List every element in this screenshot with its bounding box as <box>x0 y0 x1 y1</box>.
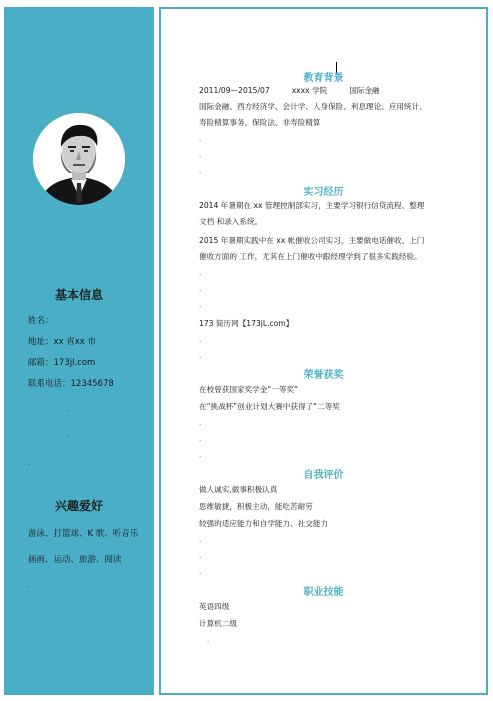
awards-title: 荣誉获奖 <box>303 370 344 381</box>
para-mark: . <box>199 301 202 309</box>
para-mark: . <box>199 336 202 344</box>
address-field: 地址：xx 省xx 市 <box>28 337 97 347</box>
hobbies-line-1: 游泳、打篮球、K 歌、听音乐 <box>28 529 139 539</box>
email-field: 邮箱：173jl.com <box>28 358 96 368</box>
para-mark: . <box>199 451 202 459</box>
education-title: 教育背景 <box>303 73 344 84</box>
name-field: 姓名： <box>28 316 54 326</box>
para-mark: . <box>199 167 202 175</box>
sidebar <box>4 7 154 695</box>
award-1: 在校曾获国家奖学金“一等奖” <box>199 385 298 394</box>
para-mark: . <box>199 536 202 544</box>
para-mark: . <box>199 135 202 143</box>
resume-main <box>159 7 488 695</box>
basic-info-heading: 基本信息 <box>54 288 103 302</box>
experience-title: 实习经历 <box>303 187 344 198</box>
experience-1-line-2: 文档 和录入系统。 <box>199 217 263 226</box>
para-mark: . <box>199 285 202 293</box>
experience-2-line-1: 2015 年暑期实践中在 xx 帐催收公司实习，主要做电话催收、上门 <box>199 236 425 245</box>
para-mark: . <box>66 431 69 439</box>
self-eval-title: 自我评价 <box>303 470 344 481</box>
para-mark: . <box>199 435 202 443</box>
self-eval-1: 做人诚实,做事积极认真 <box>199 485 278 494</box>
award-2: 在“挑战杯”创业计划大赛中获得了“二等奖 <box>199 402 340 411</box>
para-mark: . <box>199 151 202 159</box>
skill-1: 英语四级 <box>199 602 230 611</box>
phone-field: 联系电话：12345678 <box>28 379 114 389</box>
hobbies-heading: 兴趣爱好 <box>54 499 103 513</box>
skills-title: 职业技能 <box>303 587 344 598</box>
para-mark: . <box>28 581 31 589</box>
education-courses-2: 寿险精算事务、保险法、非寿险精算 <box>199 118 321 127</box>
para-mark: . <box>66 405 69 413</box>
experience-1-line-1: 2014 年暑期在 xx 管理控制部实习，主要学习银行信贷流程、整理 <box>199 201 425 210</box>
self-eval-2: 思维敏捷，积极主动，能吃苦耐劳 <box>199 502 313 511</box>
education-date: 2011/09—2015/07 xxxx 学院 国际金融 <box>199 86 380 95</box>
para-mark: . <box>199 269 202 277</box>
experience-2-line-2: 催收方面的 工作，尤其在上门催收中跟经理学到了很多实践经验。 <box>199 252 422 261</box>
portrait-icon <box>33 113 125 205</box>
para-mark: . <box>199 568 202 576</box>
para-mark: . <box>28 459 31 467</box>
skill-2: 计算机二级 <box>199 619 237 628</box>
para-mark: . <box>199 419 202 427</box>
para-mark: . <box>199 552 202 560</box>
para-mark: . <box>207 636 210 644</box>
hobbies-line-2: 画画、运动、旅游、阅读 <box>28 555 122 565</box>
avatar <box>33 113 125 205</box>
para-mark: . <box>199 352 202 360</box>
self-eval-3: 较强的适应能力和自学能力、社交能力 <box>199 519 329 528</box>
site-link[interactable]: 173 简历网【173jL.com】 <box>199 319 294 328</box>
education-courses-1: 国际金融、西方经济学、会计学、人身保险、利息理论、应用统计、 <box>199 102 427 111</box>
